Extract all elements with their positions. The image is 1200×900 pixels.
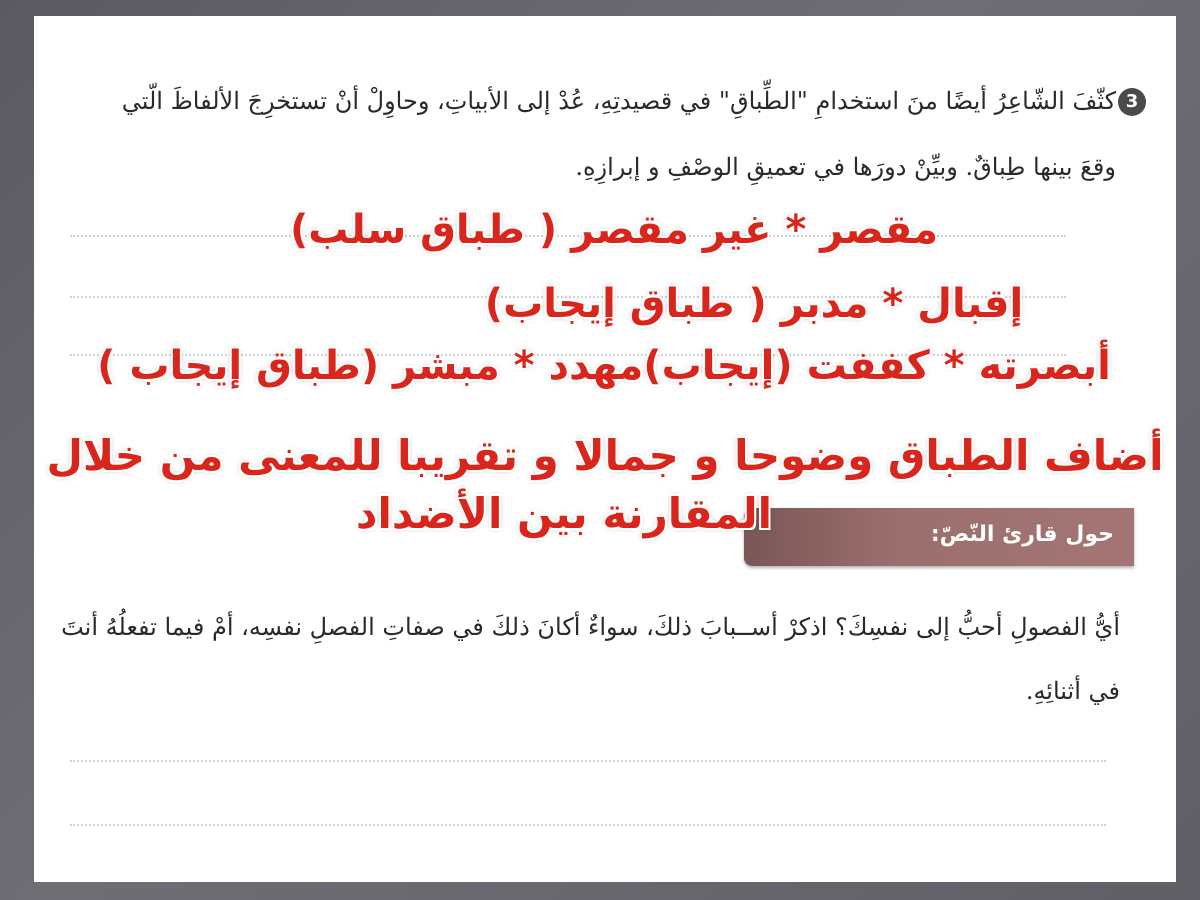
question2-line-2: في أثنائِهِ. bbox=[1025, 677, 1120, 705]
answer2-dotted-line-1 bbox=[70, 760, 1106, 762]
answer-line-3: أبصرته * كففت (إيجاب)مهدد * مبشر (طباق إيجاب ) bbox=[97, 343, 1111, 389]
question-line-1: كثّفَ الشّاعِرُ أيضًا منَ استخدامِ "الطِّباقِ" في قصيدتِهِ، عُدْ إلى الأبياتِ، وحاوِلْ أنْ تستخرِجَ الألفاظَ الّتي bbox=[121, 87, 1116, 115]
answer-line-4: أضاف الطباق وضوحا و جمالا و تقريبا للمعنى من خلال bbox=[46, 431, 1164, 480]
question2-line-1: أيُّ الفصولِ أحبُّ إلى نفسِكَ؟ اذكرْ أســبابَ ذلكَ، سواءٌ أكانَ ذلكَ في صفاتِ الفصلِ نفسِه، أمْ فيما تفعلُهُ أنتَ bbox=[61, 613, 1120, 641]
answer-line-5: المقارنة بين الأضداد bbox=[355, 489, 773, 538]
question-number-badge: 3 bbox=[1118, 88, 1146, 116]
answer2-dotted-line-2 bbox=[70, 824, 1106, 826]
question-line-2: وقعَ بينها طِباقٌ. وبيِّنْ دورَها في تعميقِ الوصْفِ و إبرازِهِ. bbox=[575, 153, 1116, 181]
answer-line-2: إقبال * مدبر ( طباق إيجاب) bbox=[484, 281, 1024, 327]
slide-page bbox=[34, 16, 1176, 882]
section-title: حول قارئ النّصّ: bbox=[930, 522, 1114, 547]
answer-line-1: مقصر * غير مقصر ( طباق سلب) bbox=[289, 207, 939, 253]
